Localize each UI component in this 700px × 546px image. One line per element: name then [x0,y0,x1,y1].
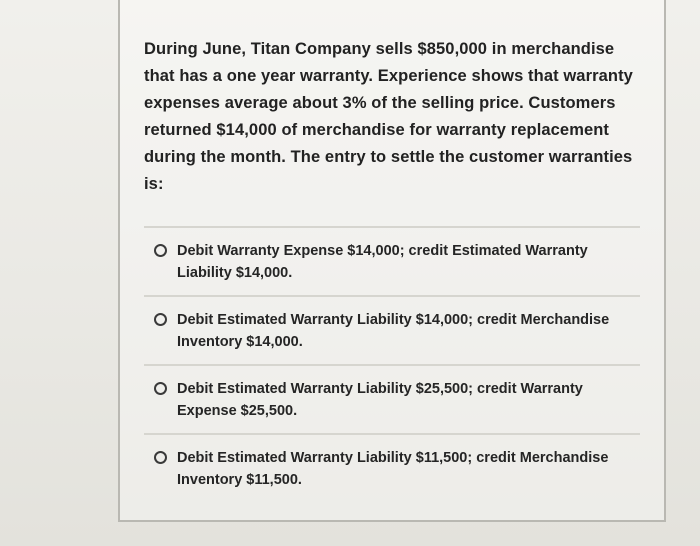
answer-option-label: Debit Warranty Expense $14,000; credit Estimated Warranty Liability $14,000. [177,243,588,281]
answer-option-2[interactable] [144,297,640,364]
answer-option-label: Debit Estimated Warranty Liability $11,500; credit Merchandise Inventory $11,500. [177,450,609,488]
question-text: During June, Titan Company sells $850,000 in merchandise that has a one year warranty. Experience shows that warranty expenses average about 3% of the selling price. Customers returned $14,000 of merchandise for warranty replacement during the month. The entry to settle the customer warranties is: [144,40,633,193]
answer-option-4[interactable] [144,435,640,502]
radio-button-icon[interactable] [154,244,167,257]
radio-button-icon[interactable] [154,313,167,326]
answer-option-label: Debit Estimated Warranty Liability $25,500; credit Warranty Expense $25,500. [177,381,583,419]
answer-option-label: Debit Estimated Warranty Liability $14,000; credit Merchandise Inventory $14,000. [177,312,610,350]
answer-option-1[interactable] [144,228,640,295]
answer-choices [144,226,640,502]
radio-button-icon[interactable] [154,382,167,395]
radio-button-icon[interactable] [154,451,167,464]
answer-option-3[interactable] [144,366,640,433]
